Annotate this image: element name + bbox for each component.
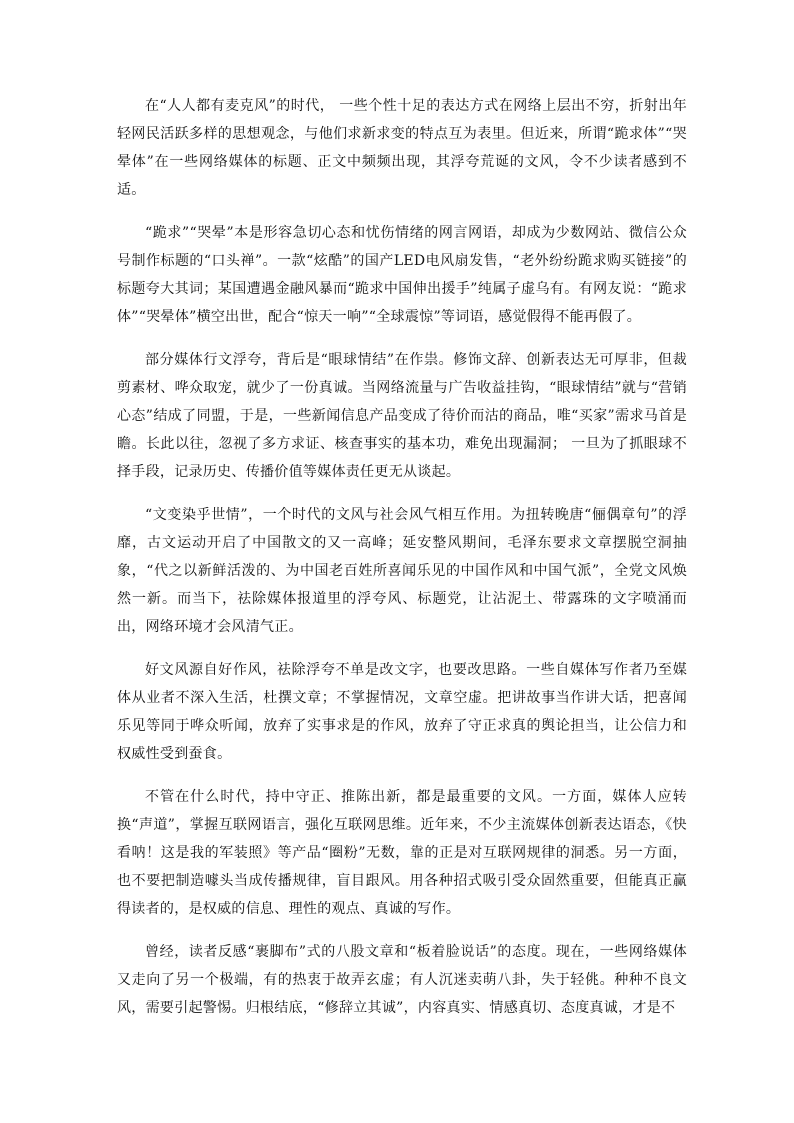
paragraph-7: 曾经，读者反感“裹脚布”式的八股文章和“板着脸说话”的态度。现在，一些网络媒体又走向了另一个极端，有的热衷于故弄玄虚；有人沉迷卖萌八卦，失于轻佻。种种不良文风，需要引起警惕。归根结底，“修辞立其诚”，内容真实、情感真切、态度真诚，才是不 xyxy=(117,944,687,1016)
paragraph-2: “跪求”“哭晕”本是形容急切心态和忧伤情绪的网言网语，却成为少数网站、微信公众号制作标题的“口头禅”。一款“炫酷”的国产LED电风扇发售，“老外纷纷跪求购买链接”的标题夸大其词；某国遭遇金融风暴而“跪求中国伸出援手”纯属子虚乌有。有网友说：“跪求体”“哭晕体”横空出世，配合“惊天一响”“全球震惊”等词语，感觉假得不能再假了。 xyxy=(117,225,687,325)
paragraph-6: 不管在什么时代，持中守正、推陈出新，都是最重要的文风。一方面，媒体人应转换“声道”，掌握互联网语言，强化互联网思维。近年来，不少主流媒体创新表达语态，《快看呐！这是我的军装照》等产品“圈粉”无数，靠的正是对互联网规律的洞悉。另一方面，也不要把制造噱头当成传播规律，盲目跟风。用各种招式吸引受众固然重要，但能真正赢得读者的，是权威的信息、理性的观点、真诚的写作。 xyxy=(117,789,687,917)
paragraph-4: “文变染乎世情”，一个时代的文风与社会风气相互作用。为扭转晚唐“俪偶章句”的浮靡，古文运动开启了中国散文的又一高峰；延安整风期间，毛泽东要求文章摆脱空洞抽象，“代之以新鲜活泼的、为中国老百姓所喜闻乐见的中国作风和中国气派”，全党文风焕然一新。而当下，祛除媒体报道里的浮夸风、标题党，让沾泥土、带露珠的文字喷涌而出，网络环境才会风清气正。 xyxy=(117,507,687,635)
paragraph-3: 部分媒体行文浮夸，背后是“眼球情结”在作祟。修饰文辞、创新表达无可厚非，但裁剪素材、哗众取宠，就少了一份真诚。当网络流量与广告收益挂钩，“眼球情结”就与“营销心态”结成了同盟，于是，一些新闻信息产品变成了待价而沽的商品，唯“买家”需求马首是瞻。长此以往，忽视了多方求证、核查事实的基本功，难免出现漏洞； 一旦为了抓眼球不择手段，记录历史、传播价值等媒体责任更无从谈起。 xyxy=(117,352,687,480)
document-page xyxy=(117,92,687,1037)
paragraph-1: 在“人人都有麦克风”的时代， 一些个性十足的表达方式在网络上层出不穷，折射出年轻网民活跃多样的思想观念，与他们求新求变的特点互为表里。但近来，所谓“跪求体”“哭晕体”在一些网络媒体的标题、正文中频频出现，其浮夸荒诞的文风，令不少读者感到不适。 xyxy=(117,98,687,198)
paragraph-5: 好文风源自好作风，祛除浮夸不单是改文字，也要改思路。一些自媒体写作者乃至媒体从业者不深入生活，杜撰文章；不掌握情况，文章空虚。把讲故事当作讲大话，把喜闻乐见等同于哗众听闻，放弃了实事求是的作风，放弃了守正求真的舆论担当，让公信力和权威性受到蚕食。 xyxy=(117,662,687,762)
